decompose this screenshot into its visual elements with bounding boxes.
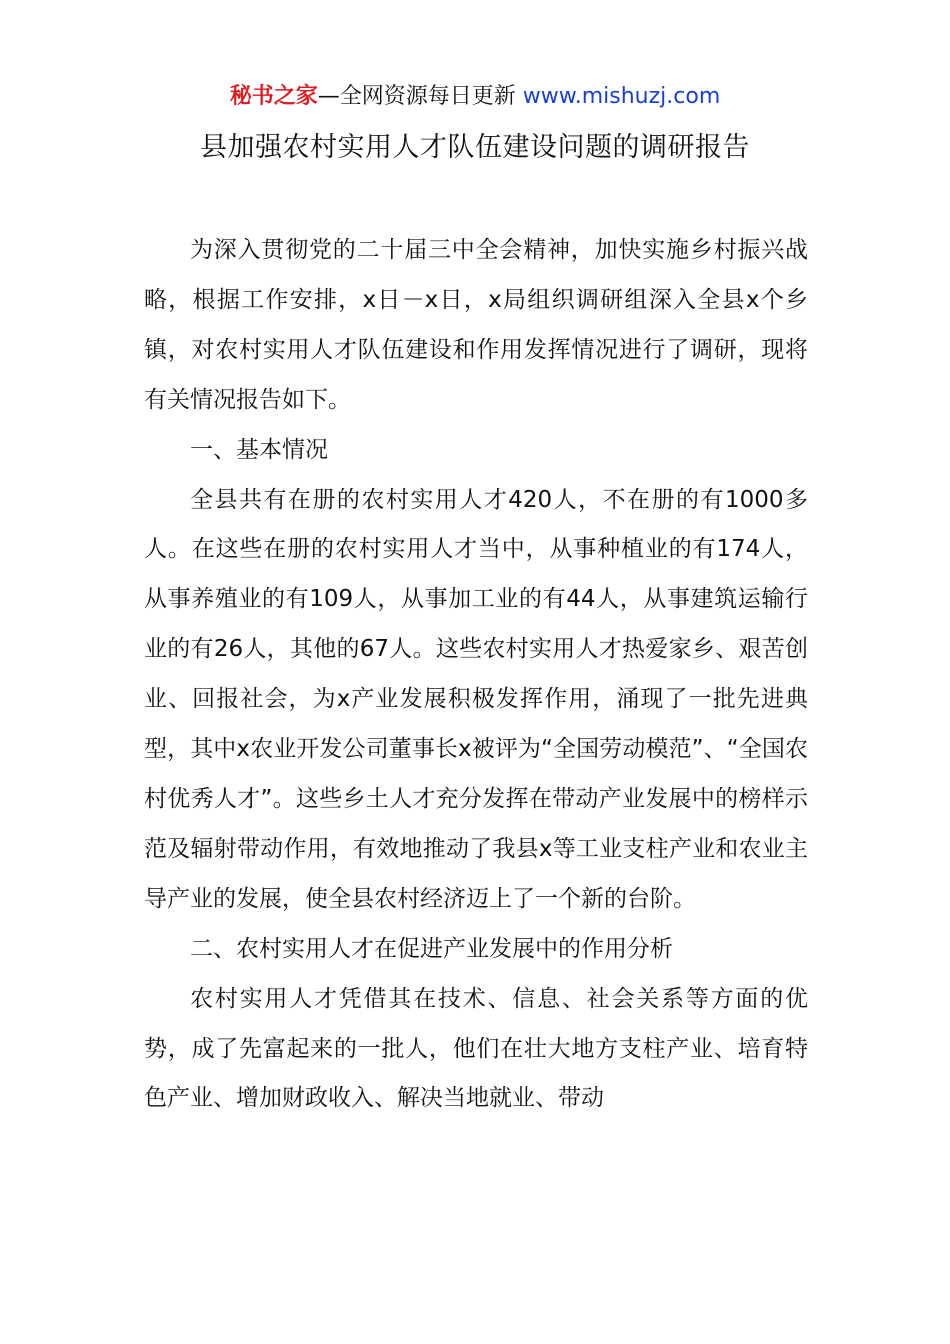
section-heading-2: 二、农村实用人才在促进产业发展中的作用分析 — [190, 935, 673, 962]
site-tagline: —全网资源每日更新 — [317, 84, 516, 109]
body-paragraph: 农村实用人才凭借其在技术、信息、社会关系等方面的优势，成了先富起来的一批人，他们在壮大地方支柱产业、培育特色产业、增加财政收入、解决当地就业、带动 — [144, 985, 808, 1112]
document-body — [144, 226, 808, 1124]
section-heading-1: 一、基本情况 — [190, 436, 328, 463]
site-url-link[interactable]: www.mishuzj.com — [522, 84, 721, 109]
document-title: 县加强农村实用人才队伍建设问题的调研报告 — [200, 132, 750, 163]
site-header — [0, 80, 950, 114]
intro-paragraph: 为深入贯彻党的二十届三中全会精神，加快实施乡村振兴战略，根据工作安排，x日－x日，x局组织调研组深入全县x个乡镇，对农村实用人才队伍建设和作用发挥情况进行了调研，现将有关情况报告如下。 — [144, 237, 808, 413]
site-brand: 秘书之家 — [229, 84, 318, 109]
body-paragraph: 全县共有在册的农村实用人才420人，不在册的有1000多人。在这些在册的农村实用人才当中，从事种植业的有174人，从事养殖业的有109人，从事加工业的有44人，从事建筑运输行业的有26人，其他的67人。这些农村实用人才热爱家乡、艰苦创业、回报社会，为x产业发展积极发挥作用，涌现了一批先进典型，其中x农业开发公司董事长x被评为“全国劳动模范”、“全国农村优秀人才”。这些乡土人才充分发挥在带动产业发展中的榜样示范及辐射带动作用，有效地推动了我县x等工业支柱产业和农业主导产业的发展，使全县农村经济迈上了一个新的台阶。 — [144, 486, 808, 912]
